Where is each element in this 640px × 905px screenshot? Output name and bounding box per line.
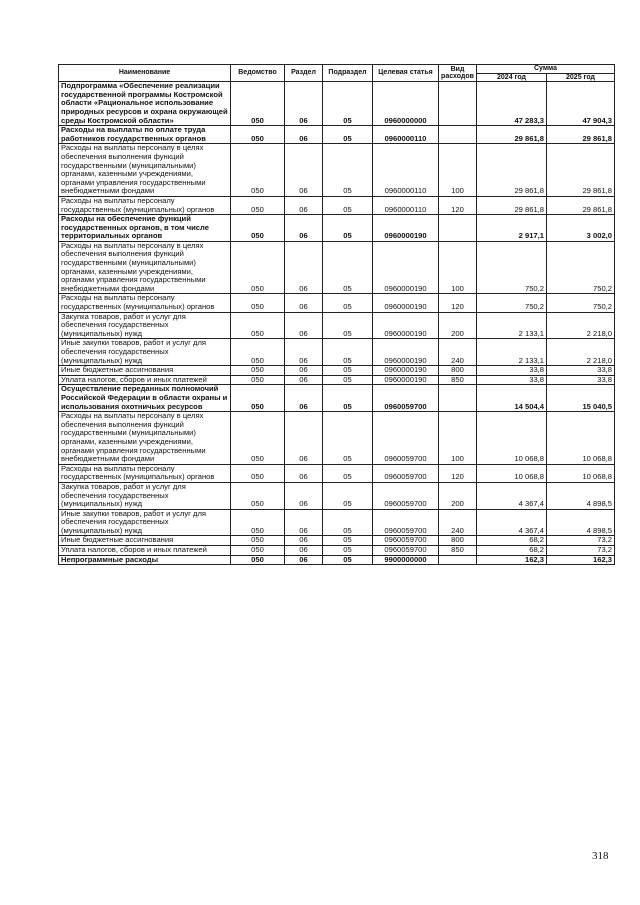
- table-row: [59, 464, 615, 482]
- cell-2024: 10 068,8: [477, 464, 547, 482]
- cell-subsection: 05: [323, 294, 373, 312]
- cell-section: 06: [285, 196, 323, 214]
- header-name: Наименование: [59, 65, 231, 82]
- cell-section: 06: [285, 509, 323, 536]
- cell-type: 120: [439, 196, 477, 214]
- cell-2025: 4 898,5: [547, 482, 615, 509]
- cell-name: Иные бюджетные ассигнования: [59, 366, 231, 376]
- cell-dept: 050: [231, 412, 285, 465]
- cell-2025: 33,8: [547, 366, 615, 376]
- cell-section: 06: [285, 366, 323, 376]
- table-row: [59, 312, 615, 339]
- cell-target: 0960000190: [373, 339, 439, 366]
- header-2025: 2025 год: [547, 73, 615, 82]
- cell-2025: 29 861,8: [547, 196, 615, 214]
- cell-type: 850: [439, 375, 477, 385]
- cell-type: 800: [439, 366, 477, 376]
- cell-section: 06: [285, 385, 323, 412]
- cell-section: 06: [285, 375, 323, 385]
- cell-target: 0960000190: [373, 375, 439, 385]
- cell-name: Расходы на выплаты персоналу в целях обеспечения выполнения функций государственными (муниципальными) органами, казенными учреждениями, органами управления государственными внебюджетными фондами: [59, 241, 231, 294]
- cell-dept: 050: [231, 555, 285, 565]
- cell-name: Осуществление переданных полномочий Российской Федерации в области охраны и использования охотничьих ресурсов: [59, 385, 231, 412]
- cell-section: 06: [285, 339, 323, 366]
- cell-2024: 750,2: [477, 241, 547, 294]
- cell-2025: 15 040,5: [547, 385, 615, 412]
- cell-target: 0960059700: [373, 482, 439, 509]
- cell-section: 06: [285, 294, 323, 312]
- cell-target: 0960059700: [373, 509, 439, 536]
- cell-target: 0960000190: [373, 312, 439, 339]
- cell-target: 0960000110: [373, 196, 439, 214]
- cell-name: Непрограммные расходы: [59, 555, 231, 565]
- cell-target: 0960059700: [373, 536, 439, 546]
- cell-type: 100: [439, 144, 477, 197]
- table-row: [59, 412, 615, 465]
- cell-2025: 750,2: [547, 294, 615, 312]
- cell-section: 06: [285, 555, 323, 565]
- cell-2024: 2 133,1: [477, 339, 547, 366]
- cell-section: 06: [285, 144, 323, 197]
- cell-target: 0960059700: [373, 385, 439, 412]
- cell-name: Расходы на выплаты персоналу в целях обеспечения выполнения функций государственными (муниципальными) органами, казенными учреждениями, органами управления государственными внебюджетными фондами: [59, 144, 231, 197]
- cell-target: 0960000190: [373, 366, 439, 376]
- cell-2024: 47 283,3: [477, 82, 547, 126]
- cell-type: [439, 555, 477, 565]
- header-target: Целевая статья: [373, 65, 439, 82]
- table-header: [59, 65, 615, 82]
- cell-type: [439, 126, 477, 144]
- cell-section: 06: [285, 126, 323, 144]
- cell-name: Расходы на выплаты персоналу государственных (муниципальных) органов: [59, 196, 231, 214]
- cell-type: [439, 215, 477, 242]
- table-row: [59, 144, 615, 197]
- cell-2025: 47 904,3: [547, 82, 615, 126]
- cell-2024: 10 068,8: [477, 412, 547, 465]
- table-row: [59, 215, 615, 242]
- cell-subsection: 05: [323, 509, 373, 536]
- table-row: [59, 555, 615, 565]
- cell-2024: 33,8: [477, 366, 547, 376]
- cell-dept: 050: [231, 144, 285, 197]
- cell-type: 240: [439, 339, 477, 366]
- cell-dept: 050: [231, 385, 285, 412]
- cell-section: 06: [285, 312, 323, 339]
- header-type: Вид расходов: [439, 65, 477, 82]
- cell-2025: 3 002,0: [547, 215, 615, 242]
- table-row: [59, 546, 615, 556]
- cell-2024: 750,2: [477, 294, 547, 312]
- cell-name: Расходы на выплаты персоналу государственных (муниципальных) органов: [59, 464, 231, 482]
- cell-subsection: 05: [323, 82, 373, 126]
- cell-dept: 050: [231, 375, 285, 385]
- cell-section: 06: [285, 82, 323, 126]
- cell-2024: 14 504,4: [477, 385, 547, 412]
- cell-subsection: 05: [323, 339, 373, 366]
- cell-2024: 29 861,8: [477, 196, 547, 214]
- cell-target: 0960000000: [373, 82, 439, 126]
- cell-name: Иные бюджетные ассигнования: [59, 536, 231, 546]
- cell-dept: 050: [231, 312, 285, 339]
- cell-target: 0960000110: [373, 126, 439, 144]
- table-row: [59, 482, 615, 509]
- table-row: [59, 509, 615, 536]
- cell-subsection: 05: [323, 482, 373, 509]
- cell-type: 100: [439, 412, 477, 465]
- cell-2025: 4 898,5: [547, 509, 615, 536]
- cell-type: 800: [439, 536, 477, 546]
- cell-type: 850: [439, 546, 477, 556]
- cell-target: 0960059700: [373, 412, 439, 465]
- cell-target: 9900000000: [373, 555, 439, 565]
- table-row: [59, 294, 615, 312]
- cell-section: 06: [285, 464, 323, 482]
- cell-2025: 10 068,8: [547, 464, 615, 482]
- table-row: [59, 385, 615, 412]
- cell-2024: 4 367,4: [477, 482, 547, 509]
- cell-2024: 29 861,8: [477, 126, 547, 144]
- cell-name: Расходы на обеспечение функций государственных органов, в том числе территориальных органов: [59, 215, 231, 242]
- cell-dept: 050: [231, 509, 285, 536]
- cell-name: Иные закупки товаров, работ и услуг для обеспечения государственных (муниципальных) нужд: [59, 339, 231, 366]
- cell-type: 200: [439, 482, 477, 509]
- cell-subsection: 05: [323, 144, 373, 197]
- table-row: [59, 375, 615, 385]
- cell-subsection: 05: [323, 555, 373, 565]
- cell-2024: 2 917,1: [477, 215, 547, 242]
- cell-2025: 29 861,8: [547, 126, 615, 144]
- cell-type: [439, 385, 477, 412]
- cell-subsection: 05: [323, 536, 373, 546]
- cell-subsection: 05: [323, 375, 373, 385]
- cell-type: 100: [439, 241, 477, 294]
- cell-name: Закупка товаров, работ и услуг для обеспечения государственных (муниципальных) нужд: [59, 312, 231, 339]
- cell-section: 06: [285, 546, 323, 556]
- cell-subsection: 05: [323, 196, 373, 214]
- header-section: Раздел: [285, 65, 323, 82]
- cell-name: Уплата налогов, сборов и иных платежей: [59, 375, 231, 385]
- cell-type: 120: [439, 294, 477, 312]
- cell-2025: 2 218,0: [547, 339, 615, 366]
- cell-name: Уплата налогов, сборов и иных платежей: [59, 546, 231, 556]
- cell-subsection: 05: [323, 385, 373, 412]
- cell-target: 0960000110: [373, 144, 439, 197]
- cell-subsection: 05: [323, 126, 373, 144]
- cell-name: Иные закупки товаров, работ и услуг для обеспечения государственных (муниципальных) нужд: [59, 509, 231, 536]
- cell-section: 06: [285, 241, 323, 294]
- cell-target: 0960000190: [373, 215, 439, 242]
- cell-subsection: 05: [323, 546, 373, 556]
- cell-dept: 050: [231, 294, 285, 312]
- cell-2024: 68,2: [477, 536, 547, 546]
- cell-2024: 68,2: [477, 546, 547, 556]
- table-row: [59, 339, 615, 366]
- table-row: [59, 536, 615, 546]
- cell-target: 0960000190: [373, 241, 439, 294]
- cell-2024: 4 367,4: [477, 509, 547, 536]
- cell-subsection: 05: [323, 464, 373, 482]
- cell-section: 06: [285, 215, 323, 242]
- header-subsection: Подраздел: [323, 65, 373, 82]
- cell-name: Расходы на выплаты по оплате труда работников государственных органов: [59, 126, 231, 144]
- cell-2024: 2 133,1: [477, 312, 547, 339]
- cell-2025: 10 068,8: [547, 412, 615, 465]
- cell-dept: 050: [231, 339, 285, 366]
- page-number: 318: [592, 850, 609, 862]
- cell-subsection: 05: [323, 241, 373, 294]
- cell-2024: 29 861,8: [477, 144, 547, 197]
- cell-type: 240: [439, 509, 477, 536]
- cell-type: 200: [439, 312, 477, 339]
- cell-subsection: 05: [323, 312, 373, 339]
- table-row: [59, 196, 615, 214]
- cell-subsection: 05: [323, 366, 373, 376]
- cell-2025: 73,2: [547, 536, 615, 546]
- cell-target: 0960000190: [373, 294, 439, 312]
- cell-dept: 050: [231, 366, 285, 376]
- cell-2025: 2 218,0: [547, 312, 615, 339]
- cell-2024: 162,3: [477, 555, 547, 565]
- cell-section: 06: [285, 536, 323, 546]
- cell-dept: 050: [231, 196, 285, 214]
- table-row: [59, 366, 615, 376]
- header-sum: Сумма: [477, 65, 615, 74]
- cell-2025: 73,2: [547, 546, 615, 556]
- header-dept: Ведомство: [231, 65, 285, 82]
- cell-2025: 33,8: [547, 375, 615, 385]
- cell-2025: 162,3: [547, 555, 615, 565]
- table-body: [59, 82, 615, 565]
- cell-dept: 050: [231, 215, 285, 242]
- cell-name: Закупка товаров, работ и услуг для обеспечения государственных (муниципальных) нужд: [59, 482, 231, 509]
- cell-dept: 050: [231, 126, 285, 144]
- cell-subsection: 05: [323, 412, 373, 465]
- cell-dept: 050: [231, 482, 285, 509]
- budget-table: [58, 64, 615, 565]
- cell-name: Расходы на выплаты персоналу в целях обеспечения выполнения функций государственными (муниципальными) органами, казенными учреждениями, органами управления государственными внебюджетными фондами: [59, 412, 231, 465]
- cell-target: 0960059700: [373, 464, 439, 482]
- cell-2025: 29 861,8: [547, 144, 615, 197]
- cell-2024: 33,8: [477, 375, 547, 385]
- cell-section: 06: [285, 482, 323, 509]
- table-row: [59, 82, 615, 126]
- cell-dept: 050: [231, 241, 285, 294]
- header-2024: 2024 год: [477, 73, 547, 82]
- cell-type: [439, 82, 477, 126]
- cell-2025: 750,2: [547, 241, 615, 294]
- table-row: [59, 241, 615, 294]
- table-row: [59, 126, 615, 144]
- cell-dept: 050: [231, 82, 285, 126]
- cell-dept: 050: [231, 536, 285, 546]
- cell-dept: 050: [231, 464, 285, 482]
- cell-target: 0960059700: [373, 546, 439, 556]
- cell-type: 120: [439, 464, 477, 482]
- cell-name: Подпрограмма «Обеспечение реализации государственной программы Костромской области «Рациональное использование природных ресурсов и охрана окружающей среды Костромской области»: [59, 82, 231, 126]
- cell-subsection: 05: [323, 215, 373, 242]
- cell-name: Расходы на выплаты персоналу государственных (муниципальных) органов: [59, 294, 231, 312]
- cell-dept: 050: [231, 546, 285, 556]
- cell-section: 06: [285, 412, 323, 465]
